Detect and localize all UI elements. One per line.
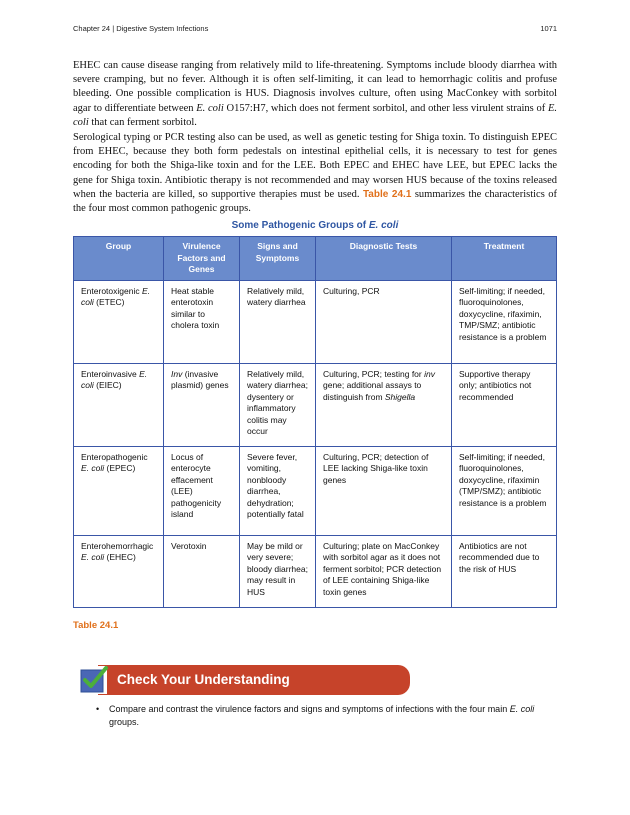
- caption-italic: E. coli: [368, 220, 399, 231]
- cell-treatment: Antibiotics are not recommended due to the risk of HUS: [452, 535, 557, 607]
- table-row: [74, 535, 557, 607]
- text-run: that can ferment sorbitol.: [88, 116, 197, 128]
- text-run: summarizes the characteristics of the four most common pathogenic groups.: [73, 188, 557, 215]
- cell-diagnostic: [316, 363, 452, 446]
- list-item: [96, 703, 558, 728]
- header-diagnostic: Diagnostic Tests: [316, 237, 452, 281]
- header-virulence: Virulence Factors and Genes: [164, 237, 240, 281]
- cell-virulence: [164, 535, 240, 607]
- cell-signs: Relatively mild, watery diarrhea: [240, 280, 316, 363]
- text-run: gene; additional assays to distinguish from: [323, 380, 422, 402]
- page-number: 1071: [540, 24, 557, 33]
- question-list: [96, 703, 558, 728]
- header-treatment: Treatment: [452, 237, 557, 281]
- cell-signs: May be mild or very severe; bloody diarrhea; may result in HUS: [240, 535, 316, 607]
- table-reference-link[interactable]: Table 24.1: [362, 188, 412, 200]
- text-run: Culturing, PCR; testing for: [323, 368, 425, 379]
- italic-run: E. coli: [509, 704, 535, 714]
- cell-virulence: [164, 446, 240, 535]
- table-header-row: [74, 237, 557, 281]
- italic-run: E. coli: [73, 102, 557, 128]
- text-run: Locus of enterocyte effacement (LEE) pathogenicity island: [171, 451, 222, 519]
- text-run: Enterotoxigenic: [81, 285, 142, 296]
- cell-group: [74, 363, 164, 446]
- text-run: Enterohemorrhagic: [81, 540, 154, 551]
- text-run: EHEC can cause disease ranging from relatively mild to life-threatening. Symptoms include bloody diarrhea with severe cramping, but no fever. Although it is often self-limiting, it can lead to hemorrhagic colitis and profuse bleeding. One possible complication is HUS. Diagnosis involves culture, often using MacConkey with sorbitol agar to differentiate between: [73, 60, 557, 114]
- text-run: (EIEC): [93, 380, 122, 390]
- cell-treatment: Self-limiting; if needed, fluoroquinolones, doxycycline, rifaximin (TMP/SMZ); antibiotic resistance is a problem: [452, 446, 557, 535]
- italic-run: E. coli: [196, 102, 224, 114]
- text-run: O157:H7, which does not ferment sorbitol, and other less virulent strains of: [223, 102, 548, 114]
- cell-virulence: [164, 280, 240, 363]
- cell-group: [74, 446, 164, 535]
- paragraph-ehec: [73, 59, 557, 130]
- header-signs: Signs and Symptoms: [240, 237, 316, 281]
- italic-run: E. coli: [81, 463, 105, 473]
- table-label: Table 24.1: [73, 620, 119, 631]
- text-run: (ETEC): [93, 297, 125, 307]
- italic-run: Shigella: [384, 391, 416, 402]
- cell-treatment: Self-limiting; if needed, fluoroquinolones, doxycycline, rifaximin, TMP/SMZ; antibiotic resistance is a problem: [452, 280, 557, 363]
- cell-diagnostic: [316, 446, 452, 535]
- header-group: Group: [74, 237, 164, 281]
- text-run: Compare and contrast the virulence factors and signs and symptoms of infections with the four main: [109, 704, 510, 714]
- table-row: [74, 280, 557, 363]
- italic-run: E. coli: [81, 368, 148, 390]
- table-row: [74, 446, 557, 535]
- cell-treatment: Supportive therapy only; antibiotics not recommended: [452, 363, 557, 446]
- table-row: [74, 363, 557, 446]
- text-run: Enteroinvasive: [81, 368, 140, 379]
- text-run: (EHEC): [104, 552, 136, 562]
- cell-group: [74, 280, 164, 363]
- text-run: Culturing, PCR; detection of LEE lacking Shiga-like toxin genes: [323, 451, 429, 485]
- checkbox-check-icon: [78, 665, 108, 695]
- pathogenic-groups-table: [73, 236, 557, 608]
- cell-group: [74, 535, 164, 607]
- italic-run: Inv: [171, 368, 183, 379]
- cell-diagnostic: [316, 535, 452, 607]
- italic-run: E. coli: [81, 285, 150, 307]
- text-run: Culturing; plate on MacConkey with sorbitol agar as it does not ferment sorbitol; PCR detection of LEE containing Shiga-like toxin genes: [323, 540, 442, 597]
- chapter-header: Chapter 24 | Digestive System Infections: [73, 24, 209, 33]
- text-run: (EPEC): [104, 463, 136, 473]
- caption-text: Some Pathogenic Groups of: [231, 220, 369, 231]
- cell-diagnostic: [316, 280, 452, 363]
- text-run: (invasive plasmid) genes: [171, 368, 229, 390]
- text-run: groups.: [109, 716, 140, 727]
- check-understanding-title: Check Your Understanding: [117, 672, 290, 687]
- paragraph-testing: [73, 131, 557, 216]
- text-run: Enteropathogenic: [81, 451, 148, 462]
- text-run: Culturing, PCR: [323, 285, 380, 296]
- cell-signs: Severe fever, vomiting, nonbloody diarrhea, dehydration; potentially fatal: [240, 446, 316, 535]
- text-run: Heat stable enterotoxin similar to cholera toxin: [171, 285, 220, 330]
- italic-run: E. coli: [81, 552, 105, 562]
- cell-signs: Relatively mild, watery diarrhea; dysentery or inflammatory colitis may occur: [240, 363, 316, 446]
- italic-run: inv: [424, 368, 435, 379]
- text-run: Verotoxin: [171, 540, 207, 551]
- text-run: Serological typing or PCR testing also can be used, as well as genetic testing for Shiga toxin. To distinguish EPEC from EHEC, because they both form pedestals on intestinal epithelial cells, it is necessary to test for genes encoding for both the Shiga-like toxin and for the LEE. Both EPEC and EHEC have LEE, but EPEC lacks the gene for Shiga toxin. Antibiotic therapy is not recommended and may worsen HUS because of the toxins released when the bacteria are killed, so supportive therapies must be used.: [73, 132, 557, 200]
- cell-virulence: [164, 363, 240, 446]
- table-caption: [0, 220, 630, 231]
